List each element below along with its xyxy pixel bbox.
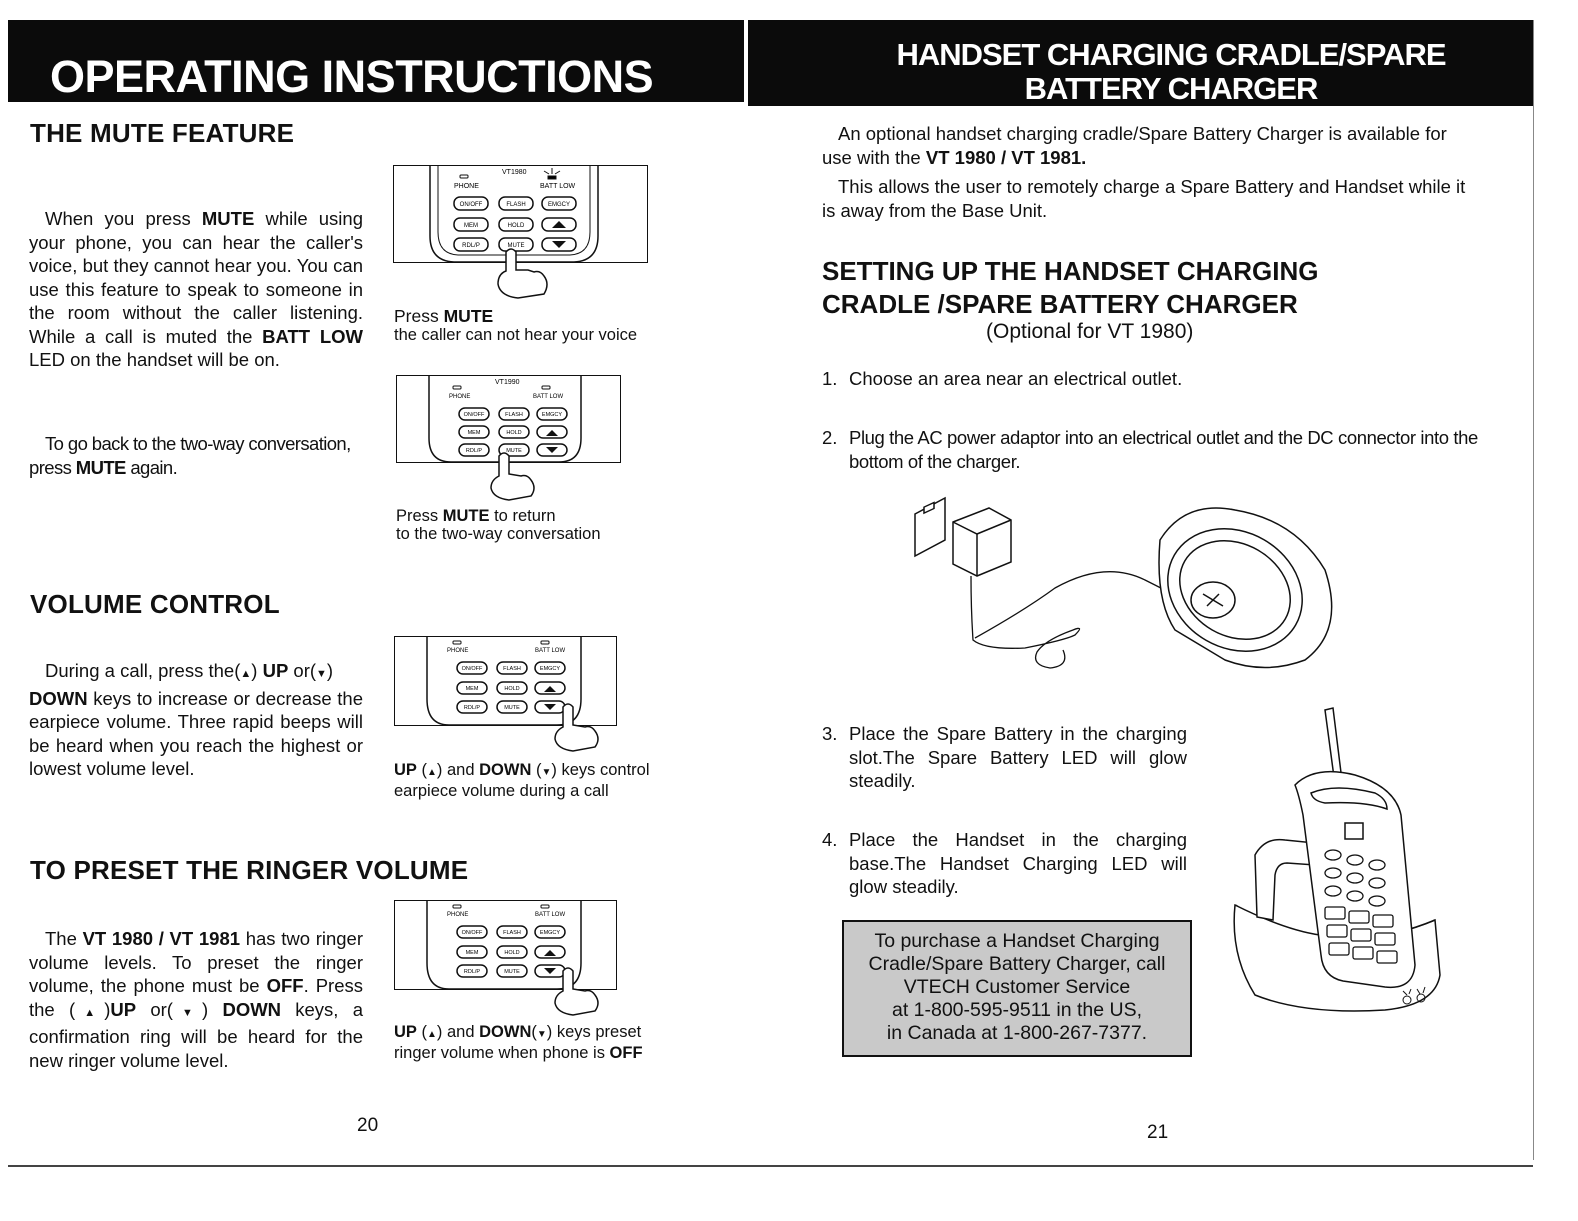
page-number-left: 20: [357, 1115, 379, 1136]
svg-text:MEM: MEM: [465, 950, 479, 956]
svg-text:PHONE: PHONE: [447, 648, 469, 654]
svg-text:HOLD: HOLD: [504, 686, 520, 692]
up-arrow-icon: ▲: [240, 668, 252, 680]
intro-paragraph-1: An optional handset charging cradle/Spare Battery Charger is available for use with the VT 1980 / VT 1981.: [822, 123, 1447, 168]
mute-caption-1: Press MUTE the caller can not hear your voice: [394, 306, 638, 344]
svg-text:RDL/P: RDL/P: [463, 969, 481, 975]
up-arrow-icon: ▲: [427, 1029, 437, 1040]
handset-cradle-illustration: [1225, 705, 1450, 1025]
svg-text:BATT LOW: BATT LOW: [540, 183, 576, 190]
svg-text:MEM: MEM: [464, 223, 478, 229]
purchase-info-line: Cradle/Spare Battery Charger, call: [868, 953, 1166, 975]
volume-paragraph: During a call, press the(▲) UP or(▼) DOWN keys to increase or decrease the earpiece volume. Three rapid beeps will be heard when you reach the highest or lowest volume level.: [29, 660, 363, 779]
step-2-text: Plug the AC power adaptor into an electrical outlet and the DC connector into the bottom of the charger.: [849, 427, 1478, 472]
svg-text:FLASH: FLASH: [503, 930, 521, 936]
svg-text:BATT LOW: BATT LOW: [533, 394, 564, 400]
down-arrow-icon: ▼: [536, 1029, 547, 1040]
left-page-banner: OPERATING INSTRUCTIONS: [8, 20, 744, 102]
svg-text:EMGCY: EMGCY: [539, 930, 561, 936]
purchase-info-line: at 1-800-595-9511 in the US,: [891, 999, 1143, 1021]
svg-text:FLASH: FLASH: [505, 412, 523, 418]
svg-text:MUTE: MUTE: [504, 969, 520, 975]
step-2-number: 2.: [822, 427, 838, 448]
svg-text:MUTE: MUTE: [507, 243, 525, 249]
svg-text:RDL/P: RDL/P: [463, 705, 481, 711]
svg-text:HOLD: HOLD: [507, 223, 525, 229]
svg-text:EMGCY: EMGCY: [541, 412, 563, 418]
model-label: VT1980: [502, 169, 527, 176]
mute-heading: THE MUTE FEATURE: [30, 118, 295, 148]
purchase-info-line: VTECH Customer Service: [903, 976, 1131, 998]
svg-text:RDL/P: RDL/P: [462, 243, 480, 249]
step-4-number: 4.: [822, 829, 838, 850]
setup-subheading: (Optional for VT 1980): [986, 320, 1194, 343]
page-edge: [1533, 20, 1534, 1160]
charger-adaptor-illustration: [905, 490, 1385, 690]
svg-text:FLASH: FLASH: [506, 202, 526, 208]
ringer-caption: UP (▲) and DOWN(▼) keys preset ringer volume when phone is OFF: [394, 1023, 643, 1062]
svg-text:EMGCY: EMGCY: [539, 666, 561, 672]
step-3-text: Place the Spare Battery in the charging slot.The Spare Battery LED will glow steadily.: [849, 723, 1187, 791]
svg-text:ON/OFF: ON/OFF: [461, 930, 483, 936]
right-page-banner: HANDSET CHARGING CRADLE/SPARE BATTERY CHARGER: [748, 20, 1534, 106]
svg-text:HOLD: HOLD: [504, 950, 520, 956]
svg-text:FLASH: FLASH: [503, 666, 521, 672]
keypad-figure-mute: [393, 165, 648, 263]
svg-text:ON/OFF: ON/OFF: [459, 202, 483, 208]
bottom-divider: [8, 1165, 1533, 1167]
keypad-illustration: [395, 637, 618, 727]
keypad-illustration: [395, 901, 618, 991]
svg-text:MEM: MEM: [467, 430, 481, 436]
ringer-heading: TO PRESET THE RINGER VOLUME: [30, 855, 469, 885]
setup-heading: SETTING UP THE HANDSET CHARGING CRADLE /SPARE BATTERY CHARGER: [822, 256, 1319, 319]
svg-text:ON/OFF: ON/OFF: [461, 666, 483, 672]
down-arrow-icon: ▼: [172, 1006, 203, 1019]
svg-text:PHONE: PHONE: [449, 394, 471, 400]
svg-text:MUTE: MUTE: [504, 705, 520, 711]
keypad-illustration: [394, 166, 649, 264]
down-arrow-icon: ▼: [541, 767, 552, 778]
pointing-hand-icon: [498, 249, 547, 298]
svg-text:RDL/P: RDL/P: [465, 448, 483, 454]
svg-text:PHONE: PHONE: [447, 912, 469, 918]
keypad-illustration: [397, 376, 622, 464]
svg-text:ON/OFF: ON/OFF: [463, 412, 485, 418]
purchase-info-box: [842, 920, 1192, 1057]
keypad-figure-ringer: [394, 900, 617, 990]
purchase-info-line: in Canada at 1-800-267-7377.: [886, 1022, 1148, 1044]
svg-text:BATT LOW: BATT LOW: [535, 648, 566, 654]
ringer-paragraph: The VT 1980 / VT 1981 has two ringer volume levels. To preset the ringer volume, the phone must be OFF. Press the (▲)UP or(▼) DOWN keys, a confirmation ring will be heard for the new ringer volume level.: [29, 928, 363, 1071]
svg-text:MEM: MEM: [465, 686, 479, 692]
mute-paragraph-2: To go back to the two-way conversation, press MUTE again.: [29, 433, 351, 478]
keypad-figure-volume: [394, 636, 617, 726]
intro-paragraph-2: This allows the user to remotely charge a Spare Battery and Handset while it is away from the Base Unit.: [822, 176, 1466, 221]
svg-text:BATT LOW: BATT LOW: [535, 912, 566, 918]
svg-text:HOLD: HOLD: [506, 430, 522, 436]
mute-caption-2: Press MUTE to return to the two-way conversation: [396, 507, 601, 543]
mute-paragraph-1: When you press MUTE while using your phone, you can hear the caller's voice, but they cannot hear you. You can use this feature to speak to someone in the room without the caller listening. While a call is muted the BATT LOW LED on the handset will be on.: [29, 208, 363, 370]
svg-text:MUTE: MUTE: [506, 448, 522, 454]
down-arrow-icon: ▼: [316, 668, 327, 680]
page-number-right: 21: [1147, 1122, 1169, 1143]
volume-heading: VOLUME CONTROL: [30, 589, 280, 619]
step-1-number: 1.: [822, 368, 838, 389]
svg-text:VT1990: VT1990: [495, 379, 520, 386]
keypad-figure-unmute: [396, 375, 621, 463]
pointing-hand-icon: [491, 453, 534, 500]
step-4-text: Place the Handset in the charging base.The Handset Charging LED will glow steadily.: [849, 829, 1187, 897]
up-arrow-icon: ▲: [75, 1006, 105, 1019]
step-3-number: 3.: [822, 723, 838, 744]
svg-text:PHONE: PHONE: [454, 183, 479, 190]
up-arrow-icon: ▲: [427, 767, 437, 778]
step-1-text: Choose an area near an electrical outlet.: [849, 368, 1183, 389]
purchase-info-line: To purchase a Handset Charging: [874, 930, 1160, 952]
svg-text:EMGCY: EMGCY: [547, 202, 571, 208]
volume-caption: UP (▲) and DOWN (▼) keys control earpiece volume during a call: [394, 761, 650, 800]
